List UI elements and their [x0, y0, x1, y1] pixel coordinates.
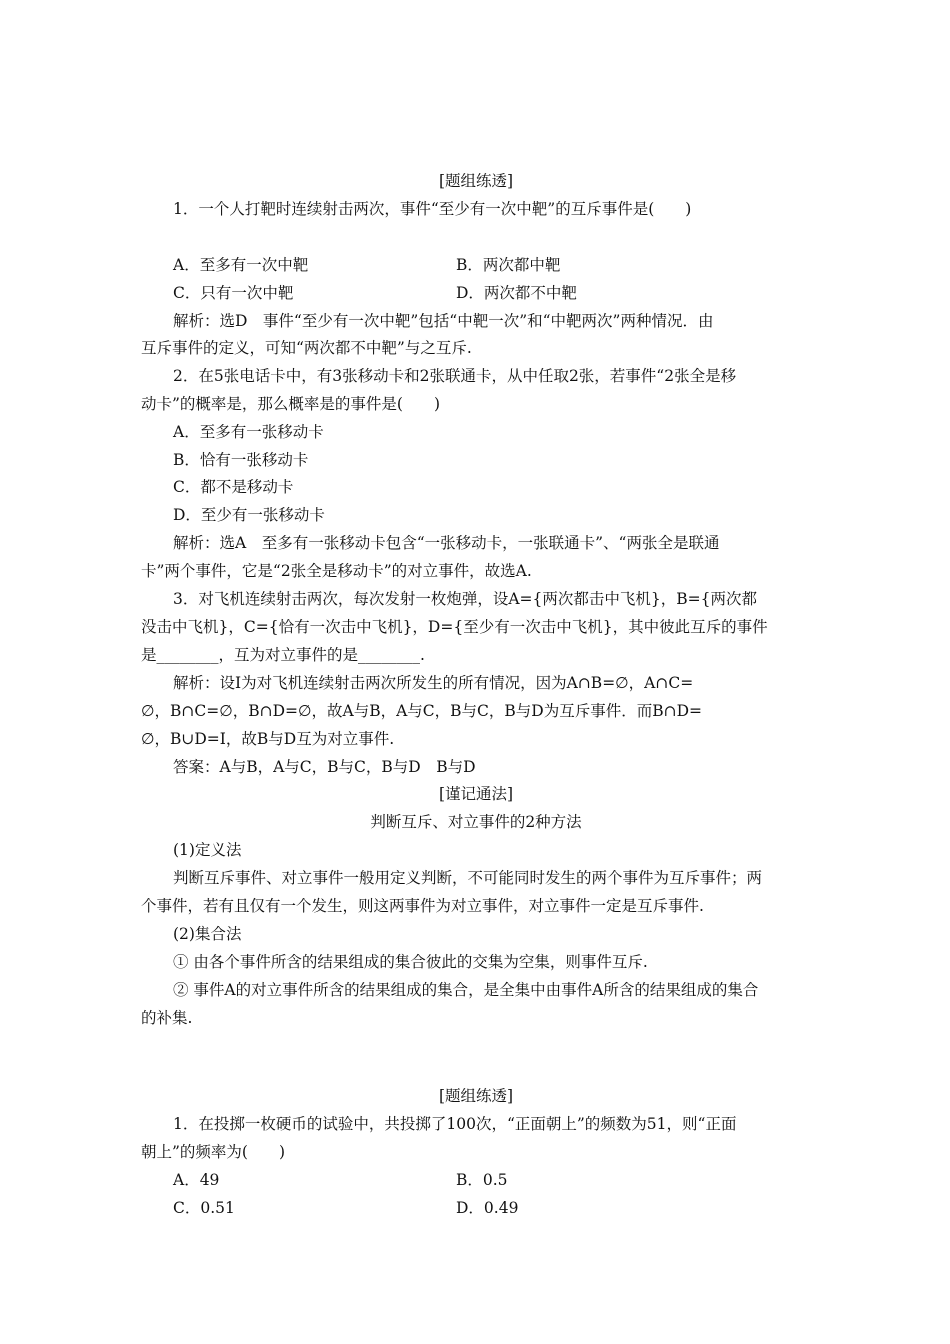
method-set-item-2: ② 事件A的对立事件所含的结果组成的集合，是全集中由事件A所含的结果组成的集合 — [173, 981, 759, 999]
section-2-question-1-option-b: B．0.5 — [456, 1171, 508, 1189]
question-3-analysis-cont: ∅，B∩C=∅，B∩D=∅，故A与B，A与C，B与C，B与D为互斥事件．而B∩D= — [141, 702, 703, 720]
question-2-analysis-cont: 卡”两个事件，它是“2张全是移动卡”的对立事件，故选A. — [141, 562, 532, 580]
question-2-analysis: 解析：选A 至多有一张移动卡包含“一张移动卡，一张联通卡”、“两张全是联通 — [173, 534, 720, 552]
question-3-analysis: 解析：设I为对飞机连续射击两次所发生的所有情况，因为A∩B=∅，A∩C= — [173, 674, 694, 692]
question-3-stem-blanks: 是________，互为对立事件的是________. — [141, 646, 425, 664]
method-header: [谨记通法] — [438, 785, 514, 803]
question-2-option-d: D．至少有一张移动卡 — [173, 506, 325, 524]
method-definition-text: 判断互斥事件、对立事件一般用定义判断，不可能同时发生的两个事件为互斥事件；两 — [173, 869, 763, 887]
question-3-answer: 答案：A与B，A与C，B与C，B与D B与D — [173, 758, 476, 776]
question-2-option-a: A．至多有一张移动卡 — [173, 423, 324, 441]
question-2-option-b: B．恰有一张移动卡 — [173, 451, 309, 469]
method-definition-label: (1)定义法 — [173, 841, 242, 859]
question-2-stem: 2．在5张电话卡中，有3张移动卡和2张联通卡，从中任取2张，若事件“2张全是移 — [173, 367, 737, 385]
method-set-label: (2)集合法 — [173, 925, 242, 943]
method-definition-text-cont: 个事件，若有且仅有一个发生，则这两事件为对立事件，对立事件一定是互斥事件. — [141, 897, 704, 915]
question-1-option-a: A．至多有一次中靶 — [173, 256, 309, 274]
question-1-option-d: D．两次都不中靶 — [456, 284, 577, 302]
section-header: [题组练透] — [438, 172, 514, 190]
question-3-analysis-end: ∅，B∪D=I，故B与D互为对立事件. — [141, 730, 395, 748]
section-2-question-1-option-d: D．0.49 — [456, 1199, 519, 1217]
question-1-stem: 1．一个人打靶时连续射击两次，事件“至少有一次中靶”的互斥事件是( ) — [173, 200, 692, 218]
question-2-option-c: C．都不是移动卡 — [173, 478, 294, 496]
section-2-question-1-option-c: C．0.51 — [173, 1199, 235, 1217]
method-set-item-2-cont: 的补集. — [141, 1009, 193, 1027]
section-2-question-1-stem-cont: 朝上”的频率为( ) — [141, 1143, 286, 1161]
section-2-question-1-stem: 1．在投掷一枚硬币的试验中，共投掷了100次，“正面朝上”的频数为51，则“正面 — [173, 1115, 737, 1133]
question-3-stem: 3．对飞机连续射击两次，每次发射一枚炮弹，设A={两次都击中飞机}，B={两次都 — [173, 590, 758, 608]
question-2-stem-cont: 动卡”的概率是，那么概率是的事件是( ) — [141, 395, 441, 413]
question-1-analysis: 解析：选D 事件“至少有一次中靶”包括“中靶一次”和“中靶两次”两种情况．由 — [173, 312, 714, 330]
section-2-question-1-option-a: A．49 — [173, 1171, 220, 1189]
question-1-option-c: C．只有一次中靶 — [173, 284, 294, 302]
section-2-header: [题组练透] — [438, 1087, 514, 1105]
question-1-option-b: B．两次都中靶 — [456, 256, 561, 274]
question-1-analysis-cont: 互斥事件的定义，可知“两次都不中靶”与之互斥. — [141, 339, 472, 357]
question-3-stem-cont: 没击中飞机}，C={恰有一次击中飞机}，D={至少有一次击中飞机}，其中彼此互斥的事件 — [141, 618, 768, 636]
method-title: 判断互斥、对立事件的2种方法 — [370, 813, 582, 831]
method-set-item-1: ① 由各个事件所含的结果组成的集合彼此的交集为空集，则事件互斥. — [173, 953, 648, 971]
